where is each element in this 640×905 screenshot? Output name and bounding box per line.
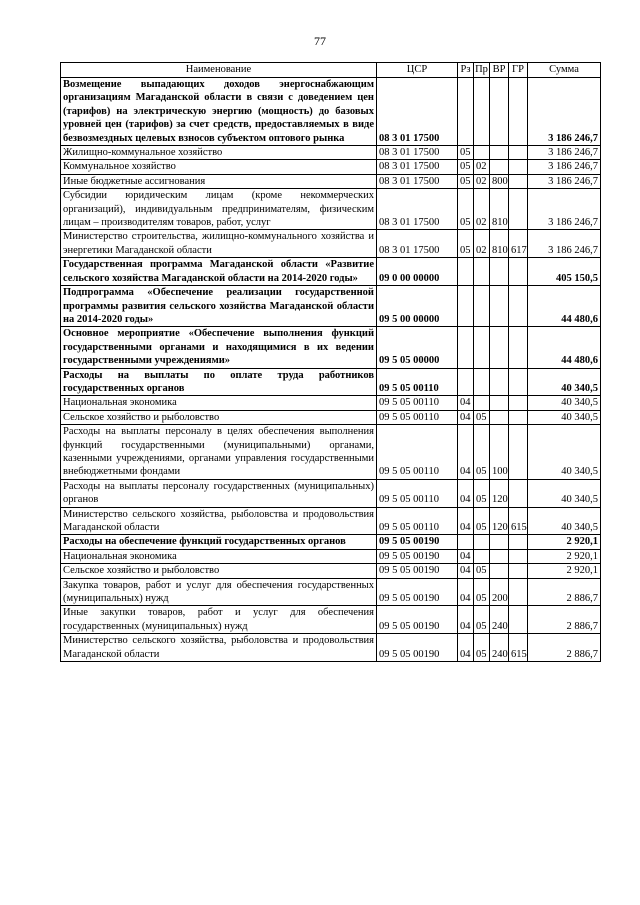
sum-cell: 40 340,5 xyxy=(528,425,601,480)
pr-cell xyxy=(474,368,490,396)
rz-cell: 04 xyxy=(458,410,474,424)
gr-cell xyxy=(509,535,528,549)
gr-cell: 615 xyxy=(509,634,528,662)
csr-cell: 08 3 01 17500 xyxy=(377,160,458,174)
rz-cell xyxy=(458,327,474,368)
rz-cell: 05 xyxy=(458,160,474,174)
rz-cell: 04 xyxy=(458,606,474,634)
vr-cell xyxy=(490,146,509,160)
pr-cell: 05 xyxy=(474,564,490,578)
sum-cell: 40 340,5 xyxy=(528,396,601,410)
rz-cell: 05 xyxy=(458,230,474,258)
name-cell: Возмещение выпадающих доходов энергоснабжающим организациям Магаданской области в связи с доведением цен (тарифов) на электрическую энергию (мощность) до базовых уровней цен (тарифов) за счет средств, предоставляемых в виде безвозмездных целевых взносов субъектом оптового рынка xyxy=(61,78,377,146)
pr-cell xyxy=(474,327,490,368)
csr-cell: 09 5 05 00000 xyxy=(377,327,458,368)
table-row xyxy=(61,507,601,535)
name-cell: Подпрограмма «Обеспечение реализации государственной программы развития сельского хозяйства Магаданской области на 2014-2020 годы» xyxy=(61,286,377,327)
gr-cell xyxy=(509,410,528,424)
table-row xyxy=(61,78,601,146)
table-row xyxy=(61,578,601,606)
vr-cell xyxy=(490,564,509,578)
sum-cell: 2 920,1 xyxy=(528,549,601,563)
sum-cell: 3 186 246,7 xyxy=(528,189,601,230)
table-row xyxy=(61,327,601,368)
rz-cell: 04 xyxy=(458,564,474,578)
sum-cell: 3 186 246,7 xyxy=(528,78,601,146)
vr-cell: 120 xyxy=(490,479,509,507)
rz-cell: 04 xyxy=(458,507,474,535)
csr-cell: 09 5 05 00190 xyxy=(377,564,458,578)
csr-cell: 08 3 01 17500 xyxy=(377,146,458,160)
pr-cell: 05 xyxy=(474,410,490,424)
table-row xyxy=(61,286,601,327)
sum-cell: 2 920,1 xyxy=(528,535,601,549)
pr-cell xyxy=(474,286,490,327)
csr-cell: 08 3 01 17500 xyxy=(377,78,458,146)
rz-cell xyxy=(458,535,474,549)
pr-cell xyxy=(474,258,490,286)
gr-cell xyxy=(509,146,528,160)
table-row xyxy=(61,606,601,634)
vr-cell xyxy=(490,286,509,327)
gr-cell xyxy=(509,578,528,606)
table-row xyxy=(61,564,601,578)
gr-cell xyxy=(509,78,528,146)
header-rz: Рз xyxy=(458,63,474,78)
table-row xyxy=(61,160,601,174)
rz-cell xyxy=(458,286,474,327)
pr-cell xyxy=(474,78,490,146)
name-cell: Иные бюджетные ассигнования xyxy=(61,174,377,188)
page-number: 77 xyxy=(314,34,326,48)
sum-cell: 40 340,5 xyxy=(528,410,601,424)
vr-cell xyxy=(490,368,509,396)
rz-cell xyxy=(458,78,474,146)
csr-cell: 09 5 05 00190 xyxy=(377,535,458,549)
pr-cell xyxy=(474,396,490,410)
rz-cell: 05 xyxy=(458,189,474,230)
csr-cell: 08 3 01 17500 xyxy=(377,189,458,230)
sum-cell: 2 920,1 xyxy=(528,564,601,578)
name-cell: Расходы на выплаты персоналу в целях обеспечения выполнения функций государственными (муниципальными) органами, казенными учреждениями, органами управления государственными внебюджетными фондами xyxy=(61,425,377,480)
name-cell: Министерство сельского хозяйства, рыболовства и продовольствия Магаданской области xyxy=(61,634,377,662)
csr-cell: 09 5 00 00000 xyxy=(377,286,458,327)
name-cell: Субсидии юридическим лицам (кроме некоммерческих организаций), индивидуальным предпринимателям, физическим лицам – производителям товаров, работ, услуг xyxy=(61,189,377,230)
sum-cell: 3 186 246,7 xyxy=(528,174,601,188)
table-row xyxy=(61,189,601,230)
table-row xyxy=(61,425,601,480)
name-cell: Министерство сельского хозяйства, рыболовства и продовольствия Магаданской области xyxy=(61,507,377,535)
gr-cell xyxy=(509,564,528,578)
pr-cell xyxy=(474,549,490,563)
gr-cell xyxy=(509,479,528,507)
gr-cell xyxy=(509,189,528,230)
budget-table xyxy=(60,62,601,662)
csr-cell: 09 5 05 00190 xyxy=(377,578,458,606)
name-cell: Основное мероприятие «Обеспечение выполнения функций государственными органами и находящимися в их ведении государственными учреждениями» xyxy=(61,327,377,368)
rz-cell: 04 xyxy=(458,396,474,410)
table-row xyxy=(61,410,601,424)
header-gr: ГР xyxy=(509,63,528,78)
vr-cell: 100 xyxy=(490,425,509,480)
gr-cell xyxy=(509,174,528,188)
table-header-row xyxy=(61,63,601,78)
gr-cell xyxy=(509,327,528,368)
table-row xyxy=(61,535,601,549)
rz-cell: 04 xyxy=(458,479,474,507)
pr-cell: 05 xyxy=(474,507,490,535)
name-cell: Расходы на обеспечение функций государственных органов xyxy=(61,535,377,549)
gr-cell xyxy=(509,368,528,396)
vr-cell xyxy=(490,549,509,563)
rz-cell xyxy=(458,258,474,286)
sum-cell: 3 186 246,7 xyxy=(528,146,601,160)
header-name: Наименование xyxy=(61,63,377,78)
csr-cell: 09 5 05 00110 xyxy=(377,479,458,507)
rz-cell: 04 xyxy=(458,634,474,662)
sum-cell: 44 480,6 xyxy=(528,327,601,368)
name-cell: Коммунальное хозяйство xyxy=(61,160,377,174)
csr-cell: 08 3 01 17500 xyxy=(377,230,458,258)
name-cell: Сельское хозяйство и рыболовство xyxy=(61,564,377,578)
table-row xyxy=(61,396,601,410)
name-cell: Государственная программа Магаданской области «Развитие сельского хозяйства Магаданской области на 2014-2020 годы» xyxy=(61,258,377,286)
sum-cell: 2 886,7 xyxy=(528,606,601,634)
gr-cell xyxy=(509,396,528,410)
gr-cell xyxy=(509,286,528,327)
rz-cell xyxy=(458,368,474,396)
gr-cell xyxy=(509,425,528,480)
pr-cell xyxy=(474,535,490,549)
pr-cell: 05 xyxy=(474,634,490,662)
table-row xyxy=(61,258,601,286)
vr-cell: 810 xyxy=(490,189,509,230)
name-cell: Иные закупки товаров, работ и услуг для обеспечения государственных (муниципальных) нужд xyxy=(61,606,377,634)
gr-cell xyxy=(509,258,528,286)
table-body xyxy=(61,78,601,662)
table-row xyxy=(61,230,601,258)
sum-cell: 3 186 246,7 xyxy=(528,160,601,174)
table-row xyxy=(61,634,601,662)
header-vr: ВР xyxy=(490,63,509,78)
csr-cell: 08 3 01 17500 xyxy=(377,174,458,188)
vr-cell xyxy=(490,160,509,174)
sum-cell: 2 886,7 xyxy=(528,634,601,662)
sum-cell: 2 886,7 xyxy=(528,578,601,606)
csr-cell: 09 5 05 00110 xyxy=(377,396,458,410)
rz-cell: 05 xyxy=(458,174,474,188)
rz-cell: 05 xyxy=(458,146,474,160)
csr-cell: 09 5 05 00110 xyxy=(377,368,458,396)
gr-cell xyxy=(509,160,528,174)
name-cell: Национальная экономика xyxy=(61,549,377,563)
header-pr: Пр xyxy=(474,63,490,78)
header-csr: ЦСР xyxy=(377,63,458,78)
header-sum: Сумма xyxy=(528,63,601,78)
vr-cell xyxy=(490,396,509,410)
pr-cell: 05 xyxy=(474,425,490,480)
table-row xyxy=(61,479,601,507)
rz-cell: 04 xyxy=(458,578,474,606)
name-cell: Жилищно-коммунальное хозяйство xyxy=(61,146,377,160)
vr-cell xyxy=(490,535,509,549)
sum-cell: 40 340,5 xyxy=(528,507,601,535)
gr-cell: 615 xyxy=(509,507,528,535)
csr-cell: 09 0 00 00000 xyxy=(377,258,458,286)
csr-cell: 09 5 05 00110 xyxy=(377,507,458,535)
sum-cell: 40 340,5 xyxy=(528,479,601,507)
vr-cell: 200 xyxy=(490,578,509,606)
pr-cell xyxy=(474,146,490,160)
name-cell: Расходы на выплаты персоналу государственных (муниципальных) органов xyxy=(61,479,377,507)
name-cell: Закупка товаров, работ и услуг для обеспечения государственных (муниципальных) нужд xyxy=(61,578,377,606)
csr-cell: 09 5 05 00190 xyxy=(377,634,458,662)
gr-cell: 617 xyxy=(509,230,528,258)
rz-cell: 04 xyxy=(458,549,474,563)
gr-cell xyxy=(509,606,528,634)
vr-cell: 120 xyxy=(490,507,509,535)
vr-cell: 810 xyxy=(490,230,509,258)
pr-cell: 02 xyxy=(474,160,490,174)
vr-cell xyxy=(490,327,509,368)
pr-cell: 05 xyxy=(474,479,490,507)
pr-cell: 02 xyxy=(474,174,490,188)
sum-cell: 44 480,6 xyxy=(528,286,601,327)
csr-cell: 09 5 05 00190 xyxy=(377,549,458,563)
csr-cell: 09 5 05 00110 xyxy=(377,410,458,424)
vr-cell xyxy=(490,258,509,286)
table-row xyxy=(61,146,601,160)
table-row xyxy=(61,549,601,563)
name-cell: Национальная экономика xyxy=(61,396,377,410)
table-row xyxy=(61,174,601,188)
vr-cell: 240 xyxy=(490,606,509,634)
sum-cell: 40 340,5 xyxy=(528,368,601,396)
gr-cell xyxy=(509,549,528,563)
csr-cell: 09 5 05 00110 xyxy=(377,425,458,480)
name-cell: Сельское хозяйство и рыболовство xyxy=(61,410,377,424)
csr-cell: 09 5 05 00190 xyxy=(377,606,458,634)
sum-cell: 405 150,5 xyxy=(528,258,601,286)
rz-cell: 04 xyxy=(458,425,474,480)
name-cell: Министерство строительства, жилищно-коммунального хозяйства и энергетики Магаданской области xyxy=(61,230,377,258)
table-row xyxy=(61,368,601,396)
vr-cell xyxy=(490,410,509,424)
pr-cell: 05 xyxy=(474,606,490,634)
pr-cell: 02 xyxy=(474,230,490,258)
vr-cell: 240 xyxy=(490,634,509,662)
pr-cell: 02 xyxy=(474,189,490,230)
sum-cell: 3 186 246,7 xyxy=(528,230,601,258)
name-cell: Расходы на выплаты по оплате труда работников государственных органов xyxy=(61,368,377,396)
vr-cell: 800 xyxy=(490,174,509,188)
vr-cell xyxy=(490,78,509,146)
pr-cell: 05 xyxy=(474,578,490,606)
